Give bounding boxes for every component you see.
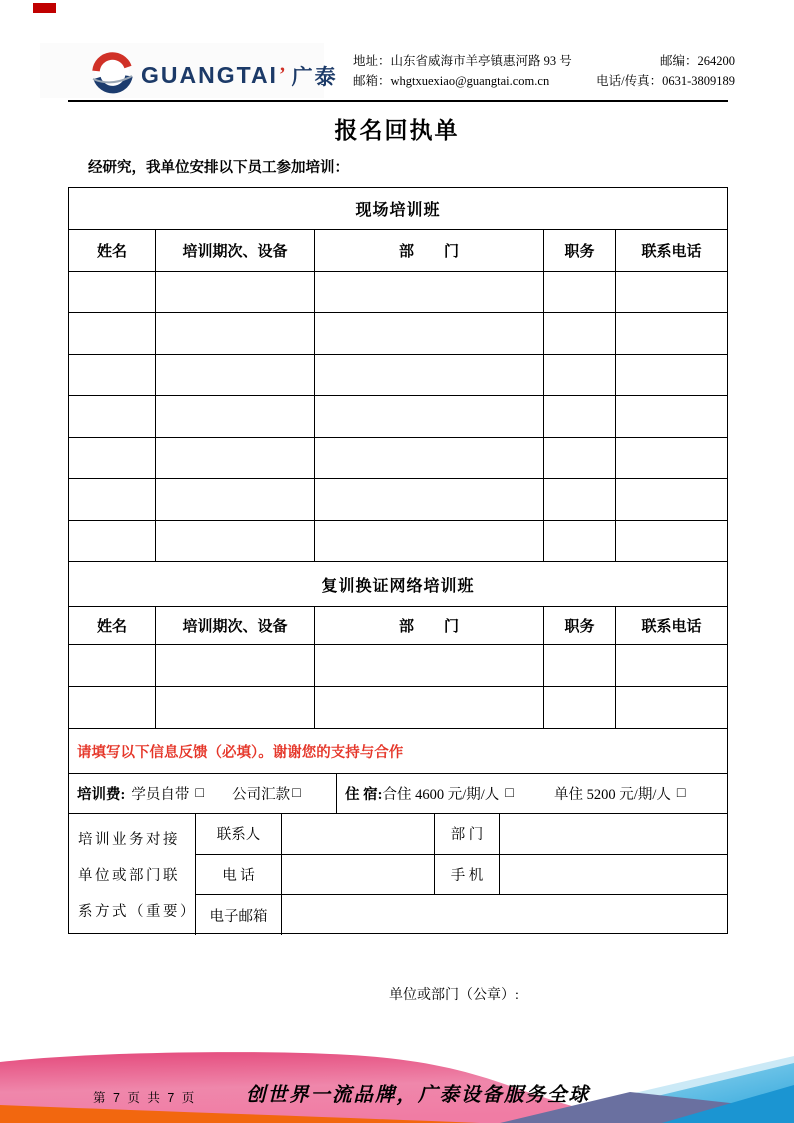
position-cell[interactable] xyxy=(543,313,615,353)
contact-row-2 xyxy=(196,854,727,895)
department-cell[interactable] xyxy=(314,521,543,561)
phone-cell[interactable] xyxy=(615,272,727,312)
lodging-label: 住 宿: xyxy=(345,787,383,803)
department-label: 部 门 xyxy=(434,814,499,854)
session-cell[interactable] xyxy=(155,272,314,312)
logo-wordmark: GUANGTAI xyxy=(141,62,278,88)
contact-fields xyxy=(196,814,727,935)
section1-empty-rows xyxy=(69,271,727,561)
contact-group-label-line1: 培训业务对接 xyxy=(78,831,180,848)
session-cell[interactable] xyxy=(155,479,314,519)
contact-group-label-line3: 系方式（重要） xyxy=(78,904,197,921)
page-title: 报名回执单 xyxy=(334,117,460,143)
position-cell[interactable] xyxy=(543,438,615,478)
logo-chinese-name: 广泰 xyxy=(291,65,338,89)
lodging-single-checkbox[interactable]: □ xyxy=(676,785,686,801)
section1-title: 现场培训班 xyxy=(355,202,441,219)
department-cell[interactable] xyxy=(314,272,543,312)
fee-self-checkbox[interactable]: □ xyxy=(195,785,205,801)
phone-cell[interactable] xyxy=(615,645,727,686)
department-cell[interactable] xyxy=(314,438,543,478)
session-cell[interactable] xyxy=(155,645,314,686)
session-cell[interactable] xyxy=(155,687,314,728)
position-cell[interactable] xyxy=(543,396,615,436)
col-header-position: 职务 xyxy=(543,607,615,644)
name-cell[interactable] xyxy=(69,687,155,728)
name-cell[interactable] xyxy=(69,521,155,561)
registration-table xyxy=(68,187,728,934)
fee-label: 培训费: xyxy=(77,787,126,803)
position-cell[interactable] xyxy=(543,687,615,728)
postal-code: 邮编：264200 xyxy=(659,54,735,68)
phone-label: 电 话 xyxy=(222,868,255,884)
position-cell[interactable] xyxy=(543,272,615,312)
lodging-option-shared: 合住 4600 元/期/人 xyxy=(382,787,500,803)
footer-slogan: 创世界一流品牌，广泰设备服务全球 xyxy=(246,1083,591,1106)
contact-group-label-line2: 单位或部门联 xyxy=(78,867,180,884)
col-header-session: 培训期次、设备 xyxy=(155,607,314,644)
session-cell[interactable] xyxy=(155,521,314,561)
company-email: 邮箱：whgtxuexiao@guangtai.com.cn xyxy=(353,74,550,88)
phone-cell[interactable] xyxy=(615,438,727,478)
name-cell[interactable] xyxy=(69,355,155,395)
fee-company-checkbox[interactable]: □ xyxy=(292,785,301,801)
table-row xyxy=(69,686,727,728)
phone-cell[interactable] xyxy=(615,355,727,395)
phone-cell[interactable] xyxy=(615,687,727,728)
top-left-red-mark xyxy=(33,3,56,13)
department-cell[interactable] xyxy=(314,645,543,686)
fee-row xyxy=(69,773,727,813)
table-row xyxy=(69,644,727,686)
department-cell[interactable] xyxy=(314,396,543,436)
table-row xyxy=(69,395,727,436)
position-cell[interactable] xyxy=(543,355,615,395)
position-cell[interactable] xyxy=(543,479,615,519)
position-cell[interactable] xyxy=(543,645,615,686)
col-header-department: 部 门 xyxy=(314,607,543,644)
section2-header-row xyxy=(69,606,727,644)
phone-cell[interactable] xyxy=(615,479,727,519)
phone-cell[interactable] xyxy=(615,396,727,436)
company-logo xyxy=(92,52,338,99)
name-cell[interactable] xyxy=(69,645,155,686)
col-header-department: 部 门 xyxy=(314,230,543,271)
email-label: 电子邮箱 xyxy=(209,908,268,925)
training-fee-cell xyxy=(69,774,336,813)
contact-block xyxy=(69,813,727,935)
company-address: 地址：山东省威海市羊亭镇惠河路 93 号 xyxy=(353,54,572,68)
header-contact-info xyxy=(353,51,735,91)
col-header-session: 培训期次、设备 xyxy=(155,230,314,271)
company-phone-fax: 电话/传真：0631-3809189 xyxy=(596,74,735,88)
col-header-phone: 联系电话 xyxy=(615,607,727,644)
section2-empty-rows xyxy=(69,644,727,728)
lodging-cell xyxy=(336,774,727,813)
name-cell[interactable] xyxy=(69,479,155,519)
table-row xyxy=(69,312,727,353)
name-cell[interactable] xyxy=(69,438,155,478)
header-contact-line1 xyxy=(353,51,735,71)
col-header-name: 姓名 xyxy=(96,618,127,635)
col-header-position: 职务 xyxy=(543,230,615,271)
email-input[interactable] xyxy=(281,895,727,935)
contact-row-3 xyxy=(196,894,727,935)
header-contact-line2 xyxy=(353,71,735,91)
section2-title: 复训换证网络培训班 xyxy=(69,561,727,606)
table-row xyxy=(69,437,727,478)
page-number: 第 7 页 共 7 页 xyxy=(93,1091,197,1105)
logo-globe-icon xyxy=(92,52,133,99)
contact-row-1 xyxy=(196,814,727,854)
col-header-phone: 联系电话 xyxy=(615,230,727,271)
mobile-input[interactable] xyxy=(499,855,727,895)
lodging-shared-checkbox[interactable]: □ xyxy=(505,785,515,801)
department-cell[interactable] xyxy=(314,479,543,519)
stamp-label: 单位或部门（公章）: xyxy=(389,988,519,1003)
table-row xyxy=(69,354,727,395)
table-row xyxy=(69,271,727,312)
table-row xyxy=(69,520,727,561)
name-cell[interactable] xyxy=(69,272,155,312)
position-cell[interactable] xyxy=(543,521,615,561)
contact-person-input[interactable] xyxy=(281,814,434,854)
section1-header-row xyxy=(69,229,727,271)
session-cell[interactable] xyxy=(155,396,314,436)
intro-text: 经研究，我单位安排以下员工参加培训： xyxy=(88,160,349,176)
fee-option-company: 公司汇款 xyxy=(232,787,291,803)
contact-group-label xyxy=(69,814,196,935)
department-input[interactable] xyxy=(499,814,727,854)
contact-person-label: 联系人 xyxy=(216,827,261,844)
department-cell[interactable] xyxy=(314,313,543,353)
feedback-note: 请填写以下信息反馈（必填）。谢谢您的支持与合作 xyxy=(69,728,727,773)
mobile-label: 手 机 xyxy=(434,855,499,895)
fee-option-self: 学员自带 xyxy=(131,787,190,803)
table-row xyxy=(69,478,727,519)
name-cell[interactable] xyxy=(69,396,155,436)
header-divider xyxy=(68,100,728,102)
phone-cell[interactable] xyxy=(615,313,727,353)
department-cell[interactable] xyxy=(314,687,543,728)
phone-input[interactable] xyxy=(281,855,434,895)
session-cell[interactable] xyxy=(155,355,314,395)
session-cell[interactable] xyxy=(155,313,314,353)
phone-cell[interactable] xyxy=(615,521,727,561)
session-cell[interactable] xyxy=(155,438,314,478)
department-cell[interactable] xyxy=(314,355,543,395)
name-cell[interactable] xyxy=(69,313,155,353)
logo-red-tick: ʼ xyxy=(278,64,286,86)
lodging-option-single: 单住 5200 元/期/人 xyxy=(554,787,671,803)
col-header-name: 姓名 xyxy=(96,243,127,260)
